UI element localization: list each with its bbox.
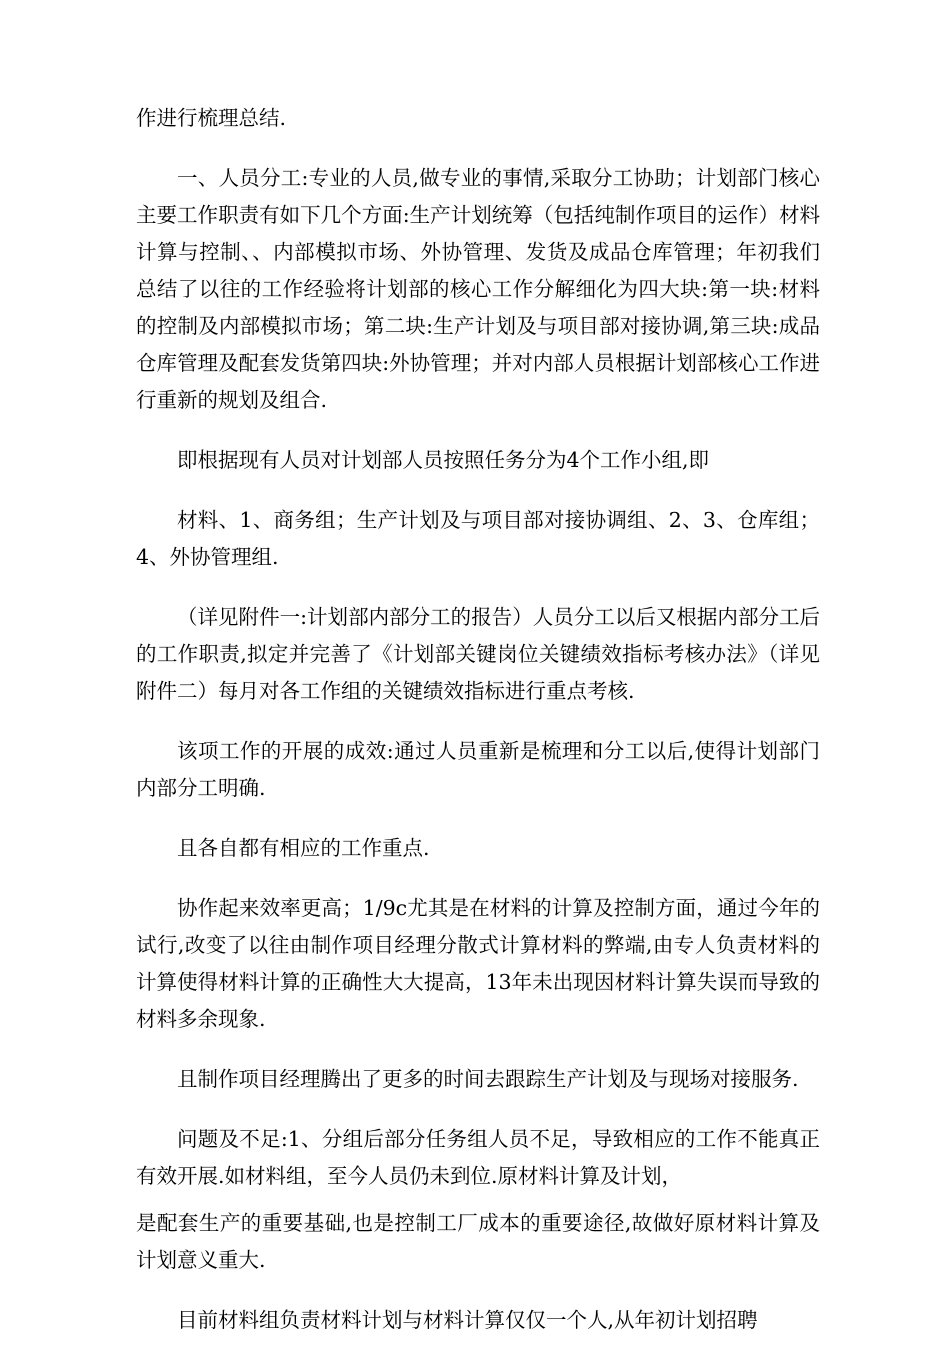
- paragraph-7: 且各自都有相应的工作重点.: [177, 836, 430, 860]
- paragraph-10: 问题及不足:1、分组后部分任务组人员不足，导致相应的工作不能真正有效开展.如材料组，至今人员仍未到位.原材料计算及计划，: [136, 1127, 820, 1188]
- paragraph-5: （详见附件一:计划部内部分工的报告）人员分工以后又根据内部分工后的工作职责,拟定并完善了《计划部关键岗位关键绩效指标考核办法》（详见附件二）每月对各工作组的关键绩效指标进行重点考核.: [136, 605, 820, 703]
- paragraph-12: 目前材料组负责材料计划与材料计算仅仅一个人,从年初计划招聘: [177, 1308, 758, 1332]
- paragraph-11: 是配套生产的重要基础,也是控制工厂成本的重要途径,故做好原材料计算及计划意义重大.: [136, 1211, 820, 1272]
- document-body: [136, 100, 820, 1362]
- paragraph-2: 一、人员分工:专业的人员,做专业的事情,采取分工协助；计划部门核心主要工作职责有如下几个方面:生产计划统筹（包括纯制作项目的运作）材料计算与控制、、内部模拟市场、外协管理、发货及成品仓库管理；年初我们总结了以往的工作经验将计划部的核心工作分解细化为四大块:第一块:材料的控制及内部模拟市场；第二块:生产计划及与项目部对接协调,第三块:成品仓库管理及配套发货第四块:外协管理；并对内部人员根据计划部核心工作进行重新的规划及组合.: [136, 166, 820, 412]
- paragraph-9: 且制作项目经理腾出了更多的时间去跟踪生产计划及与现场对接服务.: [177, 1067, 799, 1091]
- paragraph-6: 该项工作的开展的成效:通过人员重新是梳理和分工以后,使得计划部门内部分工明确.: [136, 739, 820, 800]
- paragraph-3: 即根据现有人员对计划部人员按照任务分为4个工作小组,即: [177, 448, 710, 472]
- paragraph-1: 作进行梳理总结.: [136, 106, 287, 130]
- paragraph-8: 协作起来效率更高；1/9c尤其是在材料的计算及控制方面，通过今年的试行,改变了以往由制作项目经理分散式计算材料的弊端,由专人负责材料的计算使得材料计算的正确性大大提高，13年未出现因材料计算失误而导致的材料多余现象.: [136, 896, 820, 1031]
- paragraph-4: 材料、1、商务组；生产计划及与项目部对接协调组、2、3、仓库组；4、外协管理组.: [136, 508, 820, 569]
